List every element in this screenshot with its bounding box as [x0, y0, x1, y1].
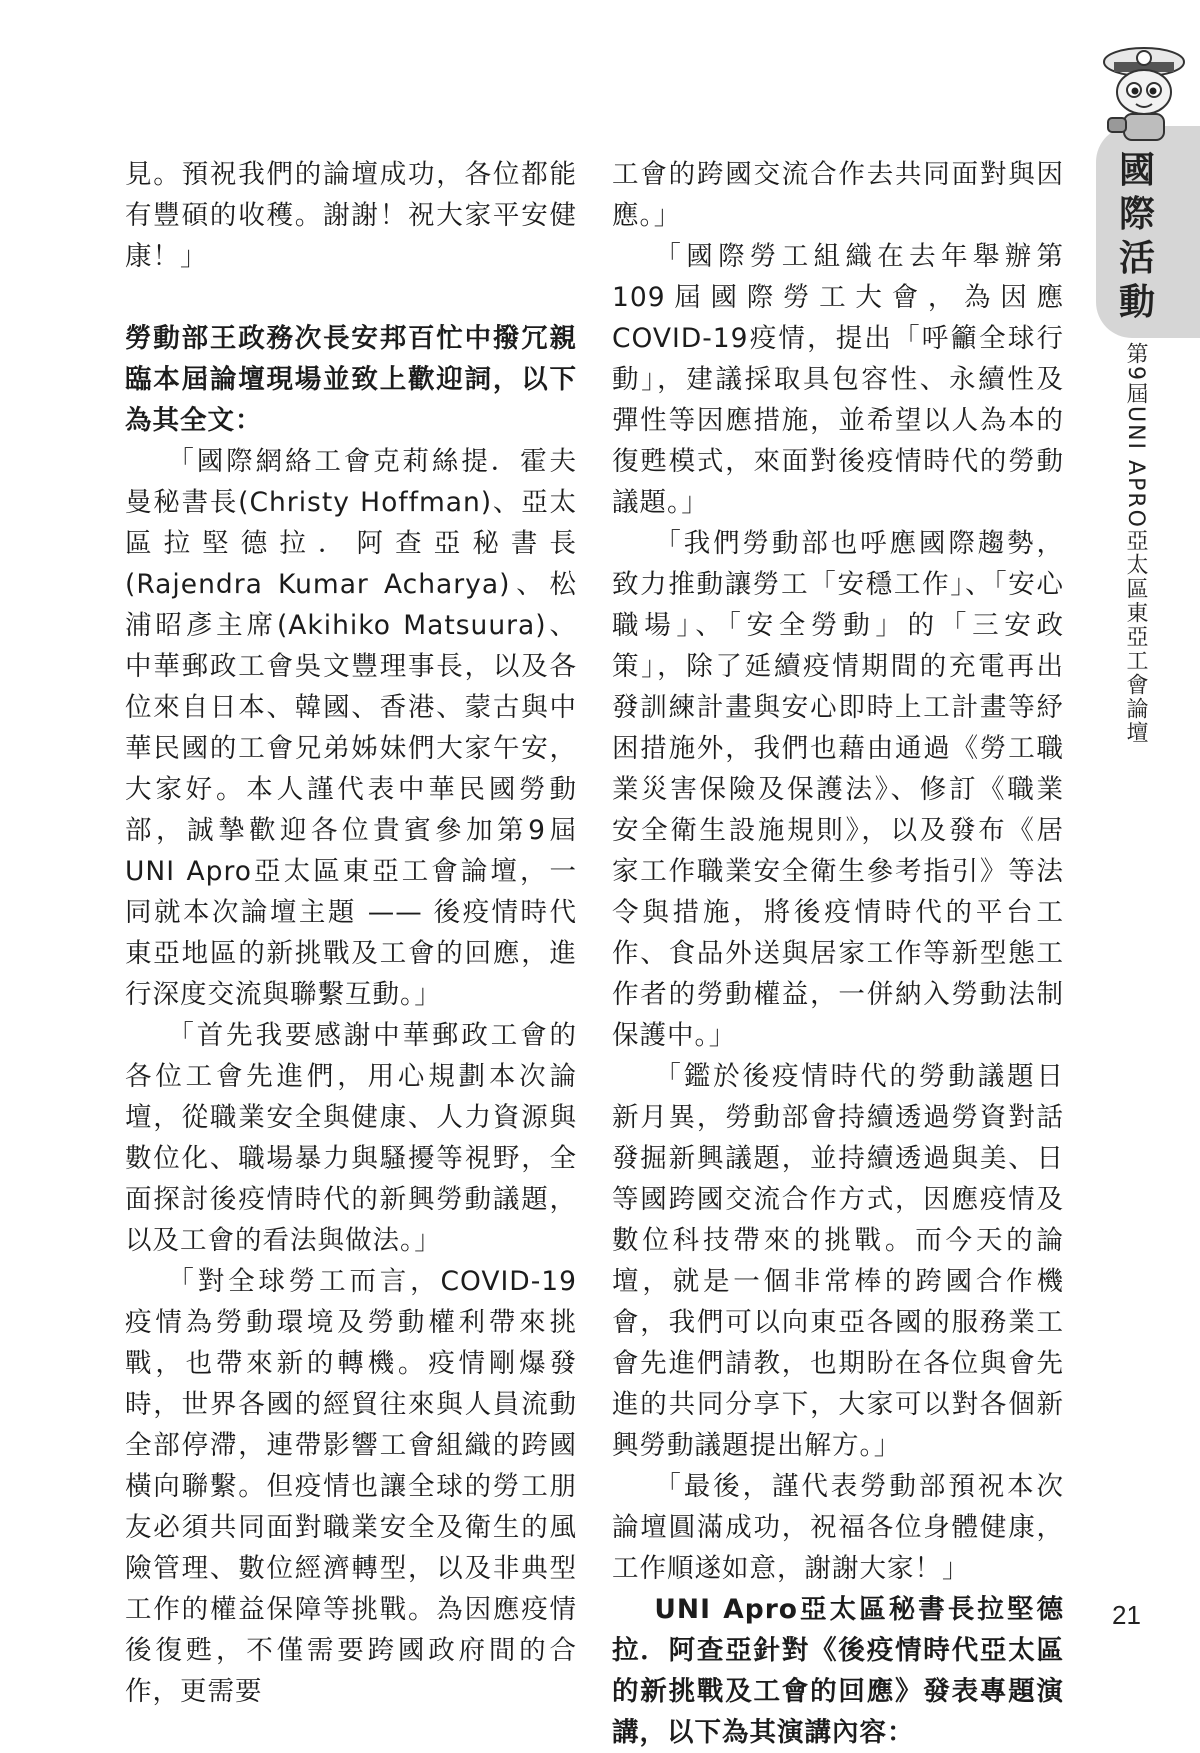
postman-mascot-icon [1098, 40, 1190, 144]
section-title-char: 國 [1118, 149, 1155, 191]
section-title [1112, 148, 1162, 324]
paragraph: 「最後，謹代表勞動部預祝本次論壇圓滿成功，祝福各位身體健康，工作順遂如意，謝謝大家！」 [612, 1471, 1064, 1584]
paragraph: 「國際勞工組織在去年舉辦第109屆國際勞工大會，為因應COVID-19疫情，提出「呼籲全球行動」，建議採取具包容性、永續性及彈性等因應措施，並希望以人為本的復甦模式，來面對後疫情時代的勞動議題。」 [612, 241, 1064, 518]
paragraph: 「國際網絡工會克莉絲提．霍夫曼秘書長(Christy Hoffman)、亞太區拉堅德拉．阿查亞秘書長(Rajendra Kumar Acharya)、松浦昭彥主席(Akihiko Matsuura)、中華郵政工會吳文豐理事長，以及各位來自日本、韓國、香港、蒙古與中華民國的工會兄弟姊妹們大家午安，大家好。本人謹代表中華民國勞動部，誠摯歡迎各位貴賓參加第9屆UNI Apro亞太區東亞工會論壇，一同就本次論壇主題 —— 後疫情時代東亞地區的新挑戰及工會的回應，進行深度交流與聯繫互動。」 [125, 446, 577, 1010]
section-heading: 勞動部王政務次長安邦百忙中撥冗親臨本屆論壇現場並致上歡迎詞，以下為其全文： [125, 323, 577, 436]
section-title-char: 際 [1118, 193, 1155, 235]
section-heading: UNI Apro亞太區秘書長拉堅德拉．阿查亞針對《後疫情時代亞太區的新挑戰及工會的回應》發表專題演講，以下為其演講內容： [612, 1594, 1064, 1748]
paragraph: 工會的跨國交流合作去共同面對與因應。」 [612, 159, 1064, 231]
paragraph: 「首先我要感謝中華郵政工會的各位工會先進們，用心規劃本次論壇，從職業安全與健康、人力資源與數位化、職場暴力與騷擾等視野，全面探討後疫情時代的新興勞動議題，以及工會的看法與做法。」 [125, 1020, 577, 1256]
paragraph: 「鑑於後疫情時代的勞動議題日新月異，勞動部會持續透過勞資對話發掘新興議題，並持續透過與美、日等國跨國交流合作方式，因應疫情及數位科技帶來的挑戰。而今天的論壇，就是一個非常棒的跨國合作機會，我們可以向東亞各國的服務業工會先進們請教，也期盼在各位與會先進的共同分享下，大家可以對各個新興勞動議題提出解方。」 [612, 1061, 1064, 1461]
paragraph: 見。預祝我們的論壇成功，各位都能有豐碩的收穫。謝謝！祝大家平安健康！」 [125, 159, 577, 272]
left-column [125, 154, 577, 1712]
section-title-char: 活 [1118, 237, 1155, 279]
section-title-char: 動 [1118, 281, 1155, 323]
article-subtitle: 第9屆UNI APRO亞太區東亞工會論壇 [1123, 342, 1148, 745]
right-column [612, 154, 1064, 1753]
paragraph: 「我們勞動部也呼應國際趨勢，致力推動讓勞工「安穩工作」、「安心職場」、「安全勞動」的「三安政策」，除了延續疫情期間的充電再出發訓練計畫與安心即時上工計畫等紓困措施外，我們也藉由通過《勞工職業災害保險及保護法》、修訂《職業安全衛生設施規則》，以及發布《居家工作職業安全衛生參考指引》等法令與措施，將後疫情時代的平台工作、食品外送與居家工作等新型態工作者的勞動權益，一併納入勞動法制保護中。」 [612, 528, 1064, 1051]
page-number: 21 [1112, 1600, 1141, 1630]
paragraph: 「對全球勞工而言，COVID-19疫情為勞動環境及勞動權利帶來挑戰，也帶來新的轉機。疫情剛爆發時，世界各國的經貿往來與人員流動全部停滯，連帶影響工會組織的跨國橫向聯繫。但疫情也讓全球的勞工朋友必須共同面對職業安全及衛生的風險管理、數位經濟轉型，以及非典型工作的權益保障等挑戰。為因應疫情後復甦，不僅需要跨國政府間的合作，更需要 [125, 1266, 577, 1707]
